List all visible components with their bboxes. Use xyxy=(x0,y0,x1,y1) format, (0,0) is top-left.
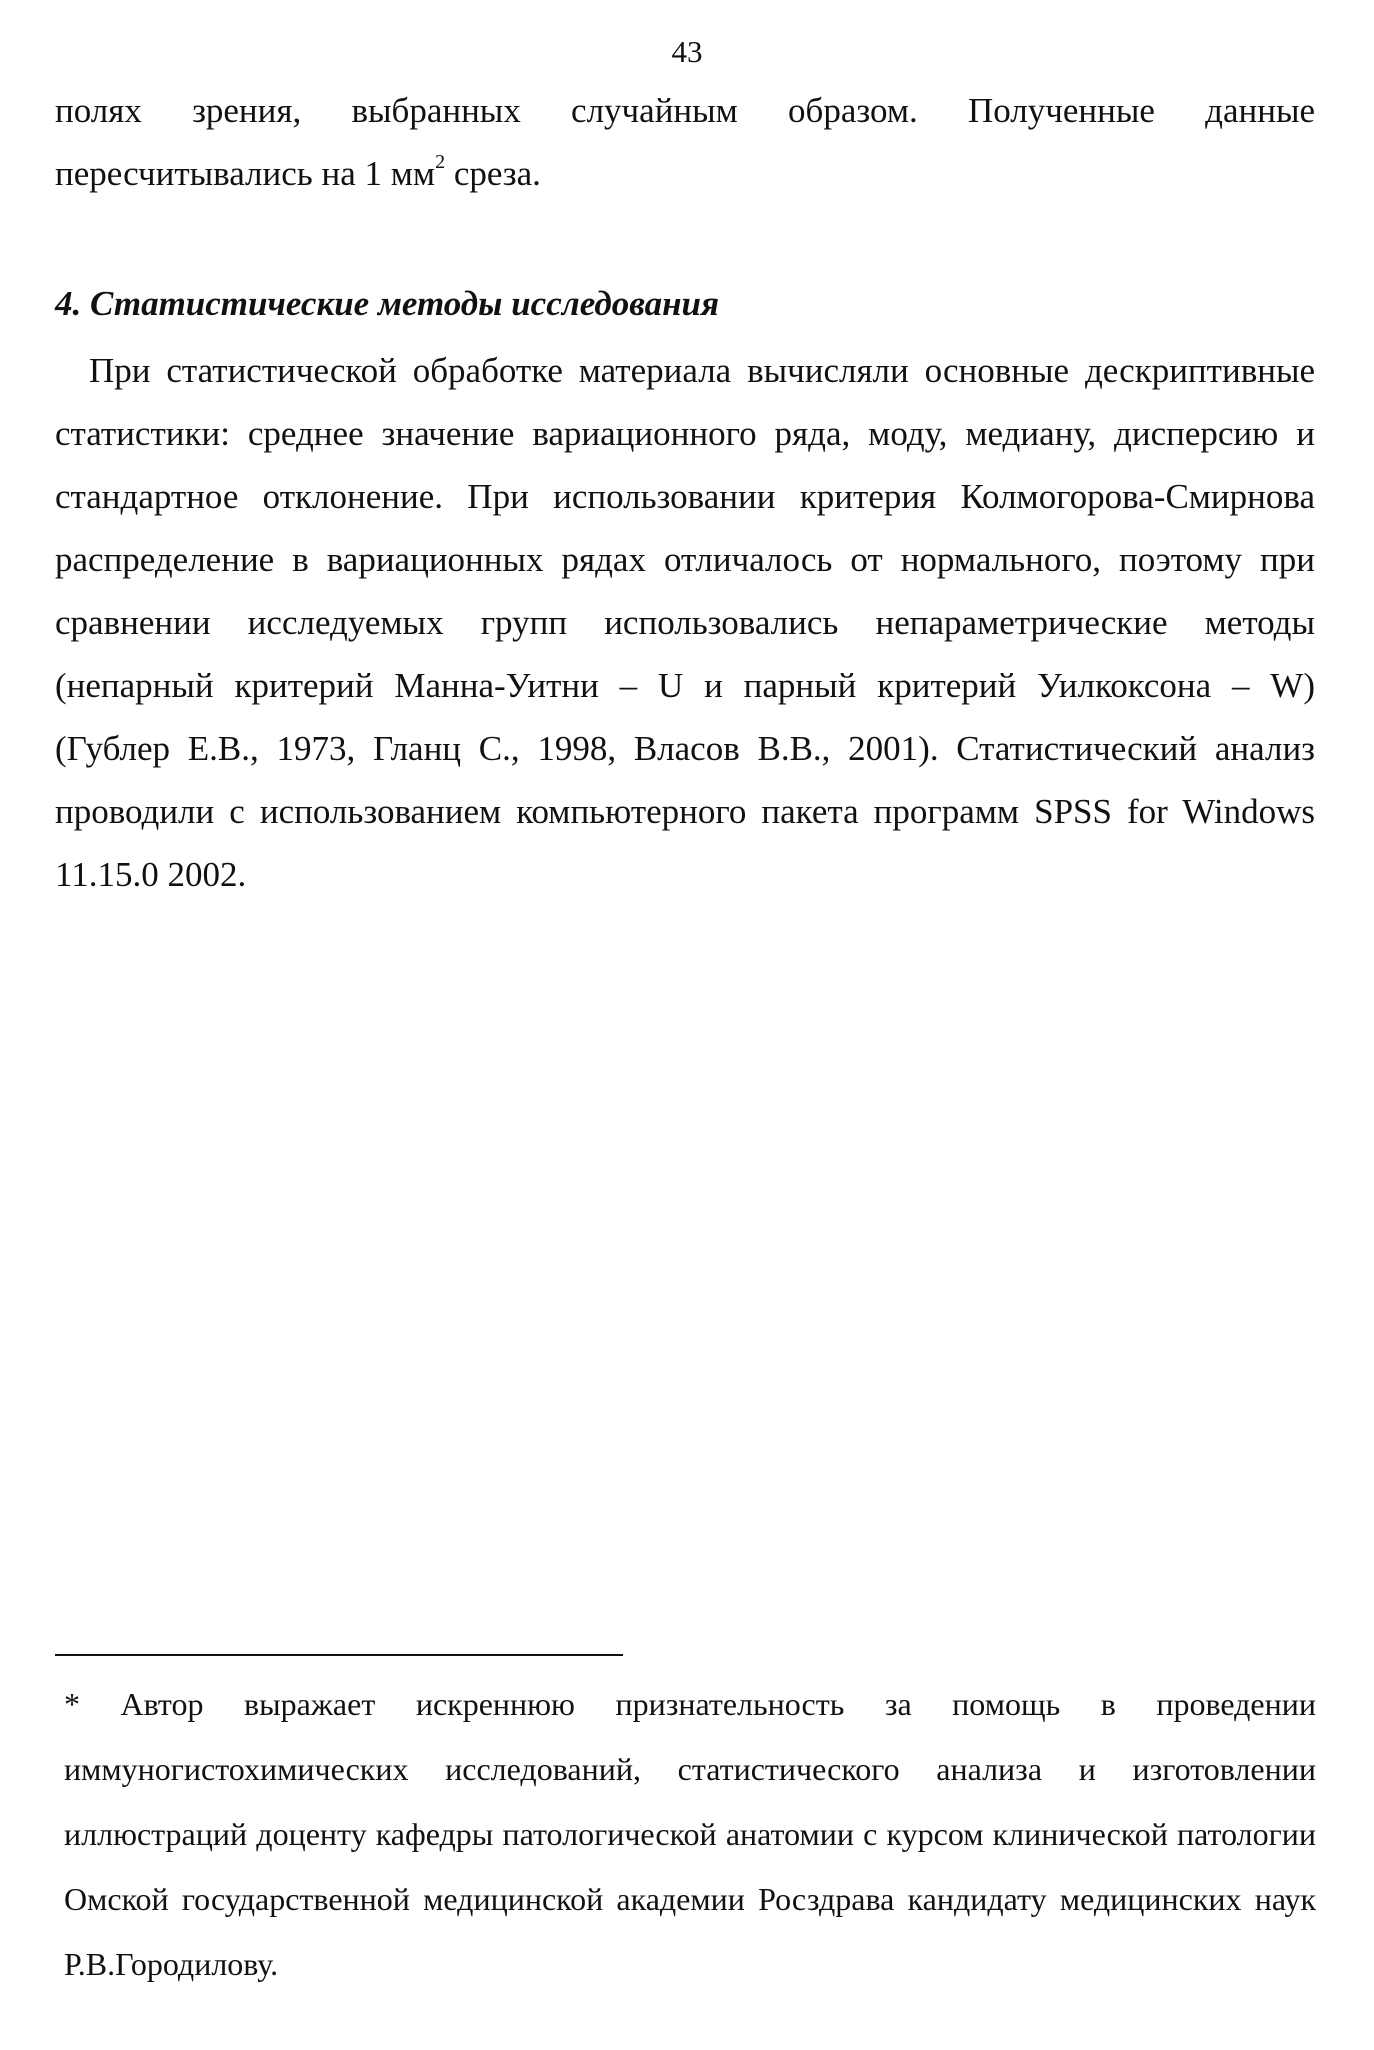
paragraph-text: полях зрения, выбранных случайным образом. Полученные данные пересчитывались на 1 мм xyxy=(55,91,1315,193)
paragraph-statistical-methods: При статистической обработке материала вычисляли основные дескриптивные статистики: среднее значение вариационного ряда, моду, медиану, дисперсию и стандартное отклонение. При использовании критерия Колмогорова-Смирнова распределение в вариационных рядах отличалось от нормального, поэтому при сравнении исследуемых групп использовались непараметрические методы (непарный критерий Манна-Уитни – U и парный критерий Уилкоксона – W) (Гублер Е.В., 1973, Гланц С., 1998, Власов В.В., 2001). Статистический анализ проводили с использованием компьютерного пакета программ SPSS for Windows 11.15.0 2002. xyxy=(55,351,1315,894)
section-heading: 4. Статистические методы исследования xyxy=(55,284,720,323)
superscript-exponent: 2 xyxy=(435,151,446,174)
page-number: 43 xyxy=(671,34,703,69)
paragraph-text-end: среза. xyxy=(445,154,541,193)
footnote-separator xyxy=(55,1654,623,1656)
paragraph-sampling-fields xyxy=(55,79,1315,205)
footnote-acknowledgement: * Автор выражает искреннюю признательность за помощь в проведении иммуногистохимических исследований, статистического анализа и изготовлении иллюстраций доценту кафедры патологической анатомии с курсом клинической патологии Омской государственной медицинской академии Росздрава кандидату медицинских наук Р.В.Городилову. xyxy=(64,1686,1316,1982)
